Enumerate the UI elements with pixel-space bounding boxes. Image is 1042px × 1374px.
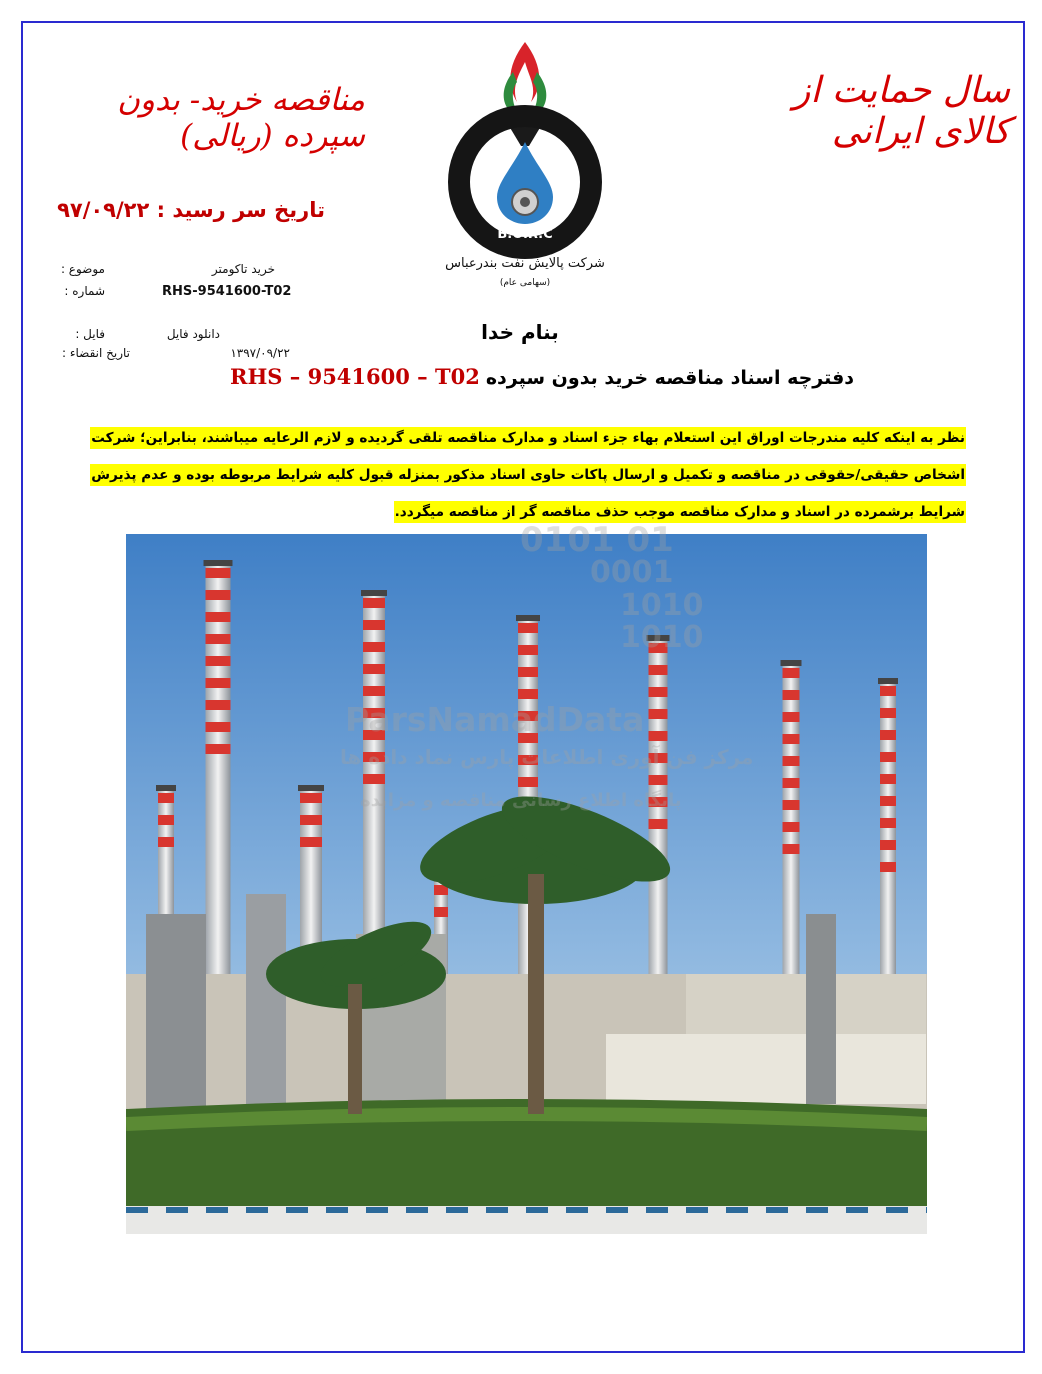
document-heading xyxy=(230,364,855,389)
chimney-stripe xyxy=(783,756,800,766)
chimney-stripe xyxy=(649,819,668,829)
chimney-stripe xyxy=(649,665,668,675)
chimney-stripe xyxy=(880,708,896,718)
chimney-stripe xyxy=(206,612,231,622)
watermark-brand: ParsNamadData xyxy=(345,700,645,739)
chimney-stripe xyxy=(206,744,231,754)
chimney-cap xyxy=(878,678,898,684)
chimney-stripe xyxy=(649,709,668,719)
chimney-stripe xyxy=(206,678,231,688)
subject-label: موضوع : xyxy=(60,262,105,276)
watermark-tagline-2: پایگاه اطلاع رسانی مناقصه و مزایده xyxy=(360,790,682,811)
deadline-date: تاریخ سر رسید : ۹۷/۰۹/۲۲ xyxy=(57,198,325,222)
chimney-stripe xyxy=(300,837,322,847)
chimney-stripe xyxy=(880,862,896,872)
chimney-stripe xyxy=(518,689,538,699)
chimney-stripe xyxy=(206,634,231,644)
notice-paragraph xyxy=(78,420,966,531)
chimney-cap xyxy=(781,660,802,666)
chimney-cap xyxy=(516,615,540,621)
bename-heading: بنام خدا xyxy=(481,320,559,344)
chimney-stripe xyxy=(363,774,385,784)
logo-company-type: (سهامی عام) xyxy=(499,278,551,288)
chimney-stripe xyxy=(206,722,231,732)
expiry-value: ۱۳۹۷/۰۹/۲۲ xyxy=(230,346,290,360)
chimney-stripe xyxy=(880,840,896,850)
watermark-binary-3: 1010 xyxy=(620,588,704,623)
watermark-binary-4: 1010 xyxy=(620,620,704,655)
chimney-stripe xyxy=(880,752,896,762)
company-logo xyxy=(425,42,625,292)
chimney-stripe xyxy=(363,598,385,608)
chimney-stripe xyxy=(649,775,668,785)
chimney-stripe xyxy=(518,623,538,633)
chimney-stripe xyxy=(158,837,174,847)
logo-company-name: شرکت پالایش نفت بندرعباس xyxy=(445,256,605,271)
tender-code: RHS – 9541600 – T02 xyxy=(230,364,480,389)
chimney-stripe xyxy=(363,686,385,696)
chimney-cap xyxy=(156,785,176,791)
chimney-stripe xyxy=(783,668,800,678)
watermark-tagline-1: مرکز فن آوری اطلاعات پارس نماد داده ها xyxy=(340,745,754,769)
chimney-stripe xyxy=(158,793,174,803)
chimney-stripe xyxy=(300,793,322,803)
refinery-photo xyxy=(126,534,927,1234)
chimney-stripe xyxy=(300,815,322,825)
chimney-stripe xyxy=(783,734,800,744)
chimney-stripe xyxy=(434,907,448,917)
notice-text: نظر به اینکه کلیه مندرجات اوراق این استعلام بهاء جزء اسناد و مدارک مناقصه تلقی گردیده و لازم الرعایه میباشند، بنابراین؛ شرکت اشخاص حقیقی/حقوقی در مناقصه و تکمیل و ارسال پاکات حاوی اسناد مذکور بمنزله قبول کلیه شرایط مربوطه بوده و عدم پذیرش شرایط برشمرده در اسناد و مدارک مناقصه موجب حذف مناقصه گر از مناقصه میگردد. xyxy=(90,427,966,523)
chimney-stripe xyxy=(880,730,896,740)
slogan-year: سال حمایت از کالای ایرانی xyxy=(793,70,1010,152)
chimney-stripe xyxy=(880,818,896,828)
chimney-stripe xyxy=(880,686,896,696)
flame-red-icon xyxy=(510,42,539,102)
file-download-link[interactable]: دانلود فایل xyxy=(166,327,220,341)
chimney-stripe xyxy=(783,800,800,810)
chimney-stripe xyxy=(880,796,896,806)
chimney-cap xyxy=(204,560,233,566)
chimney-stripe xyxy=(206,656,231,666)
chimney-stripe xyxy=(206,700,231,710)
number-value: RHS-9541600-T02 xyxy=(162,284,292,299)
chimney-stripe xyxy=(649,731,668,741)
chimney-stripe xyxy=(363,620,385,630)
chimney-cap xyxy=(298,785,324,791)
chimney-cap xyxy=(361,590,387,596)
tender-type-title: مناقصه خرید- بدون سپرده (ریالی) xyxy=(117,82,365,154)
chimney-stripe xyxy=(158,815,174,825)
chimney-stripe xyxy=(649,687,668,697)
chimney-stripe xyxy=(518,645,538,655)
heading-text: دفترچه اسناد مناقصه خرید بدون سپرده xyxy=(485,367,855,389)
chimney-stripe xyxy=(363,664,385,674)
chimney-stripe xyxy=(518,667,538,677)
expiry-label: تاریخ انقضاء : xyxy=(62,346,130,360)
chimney-stripe xyxy=(518,777,538,787)
logo-initials: B.O.R.C xyxy=(497,227,553,242)
chimney-stripe xyxy=(363,642,385,652)
subject-value: خرید تاکومتر xyxy=(211,262,275,276)
chimney-stripe xyxy=(206,568,231,578)
watermark-binary-2: 0001 xyxy=(590,555,674,590)
chimney-stripe xyxy=(783,712,800,722)
chimney-stripe xyxy=(880,774,896,784)
chimney-stripe xyxy=(783,778,800,788)
chimney-stripe xyxy=(783,690,800,700)
chimney-stripe xyxy=(206,590,231,600)
number-label: : شماره xyxy=(64,284,105,298)
chimney-stripe xyxy=(783,844,800,854)
chimney-stripe xyxy=(783,822,800,832)
watermark-binary-1: 0101 01 xyxy=(520,520,674,560)
file-label: فایل : xyxy=(75,327,105,341)
